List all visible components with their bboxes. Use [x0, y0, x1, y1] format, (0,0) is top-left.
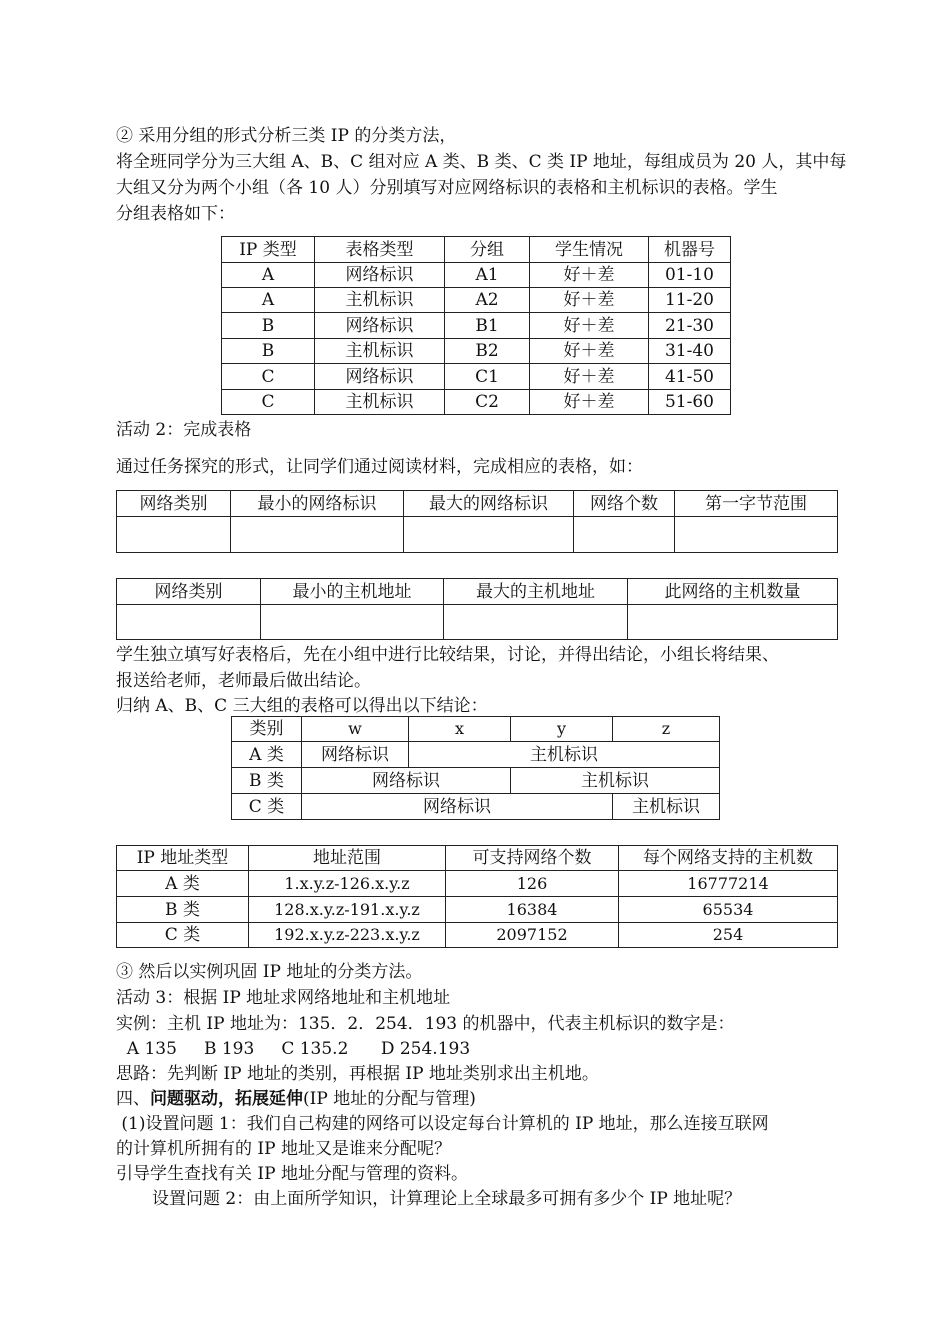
header-cell: y [511, 717, 613, 742]
host-id-cell: 主机标识 [511, 768, 720, 794]
table-cell: A1 [445, 263, 530, 288]
table-cell [261, 605, 444, 640]
table-cell: 2097152 [446, 923, 619, 948]
table-cell: C 类 [117, 923, 249, 948]
network-id-cell: 网络标识 [302, 742, 409, 768]
table-cell: 1.x.y.z-126.x.y.z [249, 871, 446, 897]
activity-2-title: 活动 2：完成表格 [116, 420, 252, 440]
header-cell: 第一字节范围 [675, 491, 838, 517]
table-cell: 254 [619, 923, 838, 948]
paragraph-line: 报送给老师，老师最后做出结论。 [116, 671, 371, 691]
table-row [232, 794, 720, 820]
table-cell [117, 605, 261, 640]
activity-3-title: 活动 3：根据 IP 地址求网络地址和主机地址 [116, 988, 451, 1008]
paragraph-line: 学生独立填写好表格后，先在小组中进行比较结果，讨论，并得出结论，小组长将结果、 [116, 645, 779, 665]
table-cell: 好＋差 [530, 288, 649, 313]
table-row [117, 871, 838, 897]
table-cell: 好＋差 [530, 390, 649, 415]
hint-line: 思路：先判断 IP 地址的类别，再根据 IP 地址类别求出主机地。 [116, 1064, 599, 1084]
table-cell: B2 [445, 339, 530, 364]
header-cell: z [613, 717, 720, 742]
table-cell: C2 [445, 390, 530, 415]
header-cell: IP 类型 [222, 237, 315, 263]
table-cell: 好＋差 [530, 339, 649, 364]
table-cell: 网络标识 [315, 364, 445, 390]
header-cell: 类别 [232, 717, 302, 742]
header-cell: x [409, 717, 511, 742]
table-cell [628, 605, 838, 640]
header-cell: 表格类型 [315, 237, 445, 263]
table-cell [574, 517, 675, 553]
table-cell: 192.x.y.z-223.x.y.z [249, 923, 446, 948]
table-cell: 65534 [619, 897, 838, 923]
section-title-bold: 问题驱动，拓展延伸 [150, 1089, 303, 1109]
table-cell: C [222, 390, 315, 415]
table-cell: A2 [445, 288, 530, 313]
table-cell: 41-50 [649, 364, 731, 390]
network-id-cell: 网络标识 [302, 794, 613, 820]
paragraph-line: 将全班同学分为三大组 A、B、C 组对应 A 类、B 类、C 类 IP 地址，每组成员为 20 人，其中每 [116, 152, 847, 172]
table-row-empty [117, 517, 838, 553]
section-number: 四、 [116, 1089, 150, 1109]
section-heading-3: ③ 然后以实例巩固 IP 地址的分类方法。 [116, 962, 423, 982]
class-structure-table [231, 716, 720, 820]
host-id-cell: 主机标识 [409, 742, 720, 768]
section-subtitle: (IP 地址的分配与管理) [303, 1089, 476, 1109]
table-cell [675, 517, 838, 553]
question-1-line: 的计算机所拥有的 IP 地址又是谁来分配呢？ [116, 1139, 451, 1159]
example-line: 实例：主机 IP 地址为：135．2．254．193 的机器中，代表主机标识的数字是： [116, 1014, 735, 1034]
header-cell: 最大的主机地址 [444, 579, 628, 605]
table-cell: A [222, 288, 315, 313]
host-address-table [116, 578, 838, 640]
paragraph-line: 归纳 A、B、C 三大组的表格可以得出以下结论： [116, 696, 488, 716]
header-cell: 可支持网络个数 [446, 846, 619, 871]
table-cell: A 类 [117, 871, 249, 897]
table-cell: C [222, 364, 315, 390]
header-cell: 每个网络支持的主机数 [619, 846, 838, 871]
table-row [232, 742, 720, 768]
table-cell: C1 [445, 364, 530, 390]
table-cell [404, 517, 574, 553]
table-cell: 21-30 [649, 313, 731, 339]
table-cell: B 类 [117, 897, 249, 923]
ip-summary-table [116, 845, 838, 948]
header-cell: IP 地址类型 [117, 846, 249, 871]
header-cell: 地址范围 [249, 846, 446, 871]
header-cell: 网络个数 [574, 491, 675, 517]
header-cell: 分组 [445, 237, 530, 263]
table-cell: 网络标识 [315, 313, 445, 339]
row-label: B 类 [232, 768, 302, 794]
table-row [222, 364, 731, 390]
table-cell: 11-20 [649, 288, 731, 313]
table-cell: 主机标识 [315, 339, 445, 364]
header-cell: 机器号 [649, 237, 731, 263]
question-1-line: (1)设置问题 1：我们自己构建的网络可以设定每台计算机的 IP 地址，那么连接互联网 [116, 1114, 769, 1134]
table-cell: 网络标识 [315, 263, 445, 288]
table-row [222, 390, 731, 415]
header-cell: w [302, 717, 409, 742]
table-cell: 好＋差 [530, 263, 649, 288]
table-cell: B [222, 313, 315, 339]
section-heading-4 [116, 1087, 476, 1111]
question-2-line: 设置问题 2：由上面所学知识，计算理论上全球最多可拥有多少个 IP 地址呢？ [152, 1189, 742, 1209]
table-cell: 16777214 [619, 871, 838, 897]
header-cell: 最小的主机地址 [261, 579, 444, 605]
header-cell: 此网络的主机数量 [628, 579, 838, 605]
table-row-empty [117, 605, 838, 640]
table-cell: 128.x.y.z-191.x.y.z [249, 897, 446, 923]
table-row [222, 288, 731, 313]
header-cell: 网络类别 [117, 579, 261, 605]
table-cell [231, 517, 404, 553]
table-row [117, 923, 838, 948]
table-cell: A [222, 263, 315, 288]
group-table [221, 236, 731, 415]
table-cell: 51-60 [649, 390, 731, 415]
network-id-cell: 网络标识 [302, 768, 511, 794]
table-row [117, 897, 838, 923]
table-cell: 好＋差 [530, 313, 649, 339]
table-cell: 16384 [446, 897, 619, 923]
table-cell: 31-40 [649, 339, 731, 364]
table-cell: 126 [446, 871, 619, 897]
guide-line: 引导学生查找有关 IP 地址分配与管理的资料。 [116, 1164, 468, 1184]
activity-2-desc: 通过任务探究的形式，让同学们通过阅读材料，完成相应的表格，如： [116, 457, 643, 477]
table-cell: 01-10 [649, 263, 731, 288]
paragraph-line: 大组又分为两个小组（各 10 人）分别填写对应网络标识的表格和主机标识的表格。学生 [116, 178, 778, 198]
section-heading-2: ② 采用分组的形式分析三类 IP 的分类方法， [116, 126, 457, 146]
table-row [232, 768, 720, 794]
answer-options: A 135 B 193 C 135.2 D 254.193 [116, 1039, 471, 1059]
row-label: A 类 [232, 742, 302, 768]
header-cell: 学生情况 [530, 237, 649, 263]
table-cell: 好＋差 [530, 364, 649, 390]
table-cell: B [222, 339, 315, 364]
table-cell: 主机标识 [315, 390, 445, 415]
table-cell: B1 [445, 313, 530, 339]
network-id-table [116, 490, 838, 553]
table-row [222, 263, 731, 288]
table-cell [444, 605, 628, 640]
paragraph-line: 分组表格如下： [116, 204, 235, 224]
table-cell [117, 517, 231, 553]
table-row [222, 339, 731, 364]
header-cell: 最小的网络标识 [231, 491, 404, 517]
table-row [222, 313, 731, 339]
table-cell: 主机标识 [315, 288, 445, 313]
row-label: C 类 [232, 794, 302, 820]
header-cell: 最大的网络标识 [404, 491, 574, 517]
header-cell: 网络类别 [117, 491, 231, 517]
host-id-cell: 主机标识 [613, 794, 720, 820]
